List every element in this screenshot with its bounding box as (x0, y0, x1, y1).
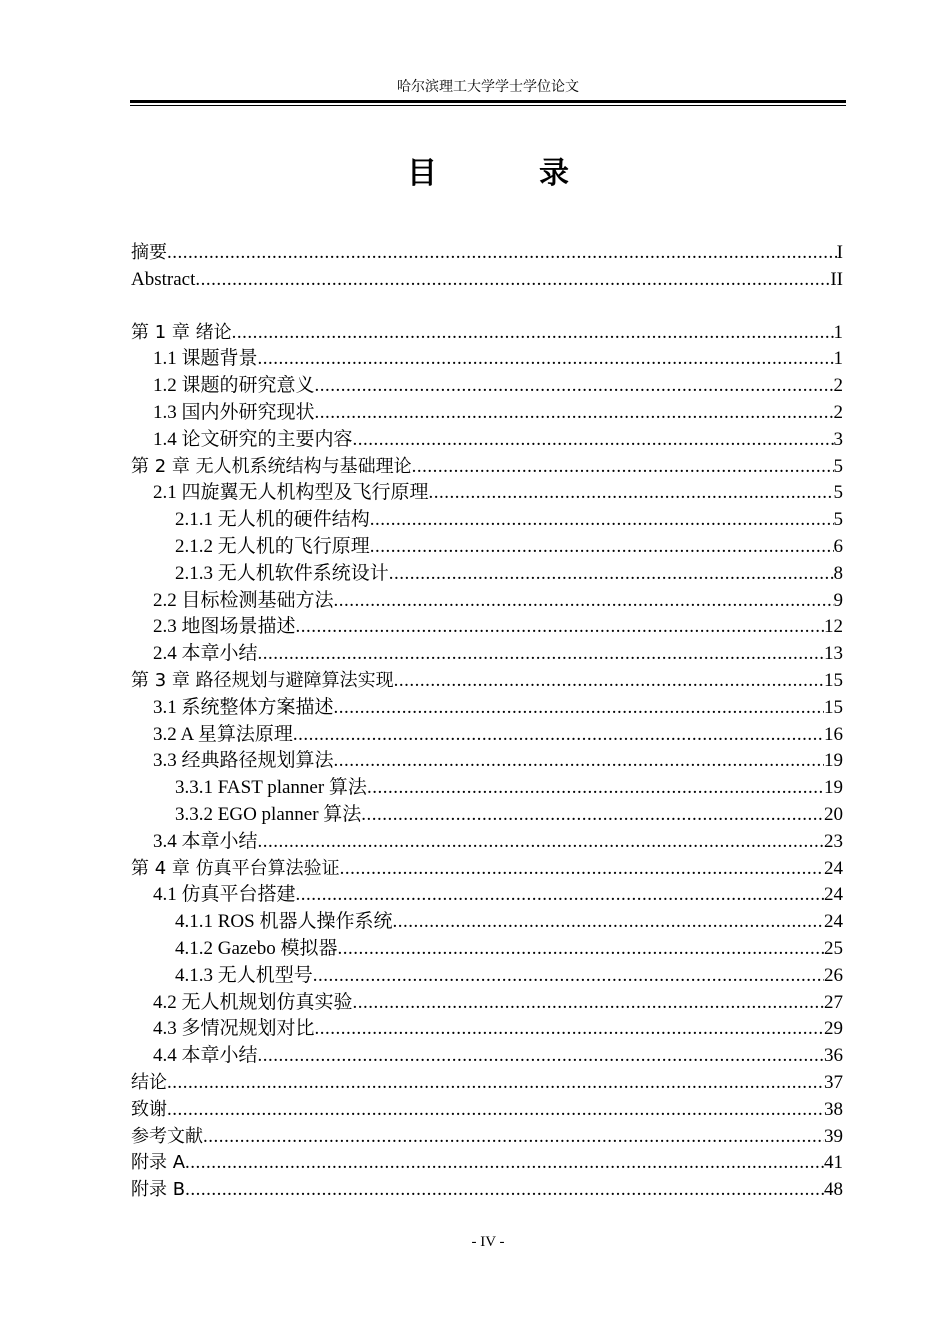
toc-leader-dots (392, 909, 824, 936)
toc-entry-label: 2.3 地图场景描述 (153, 616, 296, 638)
toc-leader-dots (338, 936, 824, 963)
toc-entry[interactable] (131, 1070, 843, 1097)
toc-leader-dots (203, 1124, 824, 1151)
toc-entry-label: 参考文献 (131, 1125, 203, 1147)
toc-entry-page: 8 (833, 562, 843, 584)
page-number: - IV - (471, 1234, 505, 1250)
toc-entry[interactable] (131, 882, 843, 909)
toc-entry-label: 第 4 章 仿真平台算法验证 (131, 857, 340, 879)
toc-entry[interactable] (131, 802, 843, 829)
toc-entry-label: 摘要 (131, 242, 167, 263)
toc-leader-dots (367, 775, 824, 802)
toc-entry-page: 13 (824, 643, 843, 665)
toc-leader-dots (296, 614, 824, 641)
toc-leader-dots (167, 1097, 824, 1124)
toc-entry-page: 5 (833, 455, 843, 477)
toc-entry[interactable] (131, 320, 843, 347)
toc-leader-dots (315, 1016, 824, 1043)
toc-entry[interactable] (131, 373, 843, 400)
toc-entry-page: 24 (824, 857, 843, 879)
toc-entry-page: 2 (833, 375, 843, 397)
toc-entry[interactable] (131, 480, 843, 507)
toc-entry-label: 2.2 目标检测基础方法 (153, 589, 334, 611)
toc-leader-dots (429, 480, 834, 507)
toc-entry-label: 3.3.2 EGO planner 算法 (175, 803, 362, 825)
toc-entry-label: 2.1.1 无人机的硬件结构 (175, 509, 370, 531)
toc-leader-dots (313, 963, 824, 990)
toc-entry[interactable] (131, 1043, 843, 1070)
toc-entry-page: 19 (824, 750, 843, 772)
toc-entry-label: 1.4 论文研究的主要内容 (153, 428, 353, 450)
toc-entry-label: 4.1.3 无人机型号 (175, 964, 313, 986)
toc-leader-dots (340, 856, 824, 883)
toc-entry-label: 4.4 本章小结 (153, 1045, 258, 1067)
toc-entry[interactable] (131, 1177, 843, 1204)
toc-entry-label: 4.1.1 ROS 机器人操作系统 (175, 911, 393, 933)
toc-entry-label: 第 2 章 无人机系统结构与基础理论 (131, 455, 412, 477)
toc-entry-page: 48 (824, 1179, 843, 1201)
toc-entry-page: 15 (824, 669, 843, 691)
toc-leader-dots (232, 320, 834, 347)
toc-leader-dots (353, 990, 824, 1017)
toc-entry-page: 5 (833, 509, 843, 531)
toc-entry-page: 25 (824, 937, 843, 959)
header-rule-thin (130, 105, 846, 106)
toc-entry-label: 2.4 本章小结 (153, 643, 258, 665)
toc-leader-dots (258, 346, 834, 373)
toc-entry[interactable] (131, 507, 843, 534)
toc-leader-dots (370, 507, 834, 534)
toc-entry[interactable] (131, 588, 843, 615)
toc-entry-page: II (830, 268, 843, 290)
toc-entry[interactable] (131, 775, 843, 802)
toc-entry-page: 41 (824, 1152, 843, 1174)
toc-entry-page: 2 (833, 401, 843, 423)
toc-entry-label: 附录 A (131, 1152, 186, 1174)
toc-entry-page: 29 (824, 1018, 843, 1040)
toc-entry-page: 16 (824, 723, 843, 745)
toc-entry[interactable] (131, 1097, 843, 1124)
toc-entry-page: I (836, 242, 843, 263)
toc-entry-label: 致谢 (131, 1098, 167, 1120)
toc-entry-label: 附录 B (131, 1179, 186, 1201)
toc-title: 目 录 (407, 156, 605, 191)
toc-leader-dots (167, 1070, 824, 1097)
toc-entry-page: 39 (824, 1125, 843, 1147)
toc-entry-page: 3 (833, 428, 843, 450)
toc-entry[interactable] (131, 427, 843, 454)
toc-entry[interactable] (131, 1124, 843, 1151)
toc-entry-page: 20 (824, 803, 843, 825)
toc-entry[interactable] (131, 909, 843, 936)
toc-leader-dots (258, 641, 824, 668)
toc-entry-label: Abstract (131, 268, 196, 290)
toc-entry-label: 1.3 国内外研究现状 (153, 401, 315, 423)
toc-leader-dots (370, 534, 834, 561)
toc-entry[interactable] (131, 829, 843, 856)
running-header: 哈尔滨理工大学学士学位论文 (397, 80, 579, 95)
toc-leader-dots (334, 695, 824, 722)
toc-entry-label: 第 3 章 路径规划与避障算法实现 (131, 669, 394, 691)
toc-entry[interactable] (131, 240, 843, 267)
header-rule-thick (130, 100, 846, 103)
toc-entry[interactable] (131, 695, 843, 722)
toc-entry[interactable] (131, 400, 843, 427)
toc-leader-dots (258, 829, 824, 856)
toc-entry-label: 3.3 经典路径规划算法 (153, 750, 334, 772)
toc-leader-dots (296, 882, 824, 909)
toc-leader-dots (167, 240, 837, 267)
toc-entry-page: 24 (824, 884, 843, 906)
toc-entry[interactable] (131, 1016, 843, 1043)
toc-entry-label: 3.4 本章小结 (153, 830, 258, 852)
toc-entry-page: 19 (824, 777, 843, 799)
toc-entry-label: 1.2 课题的研究意义 (153, 375, 315, 397)
toc-entry-page: 27 (824, 991, 843, 1013)
toc-leader-dots (412, 454, 834, 481)
toc-entry[interactable] (131, 454, 843, 481)
toc-entry-label: 3.2 A 星算法原理 (153, 723, 293, 745)
toc-entry-label: 第 1 章 绪论 (131, 321, 232, 343)
toc-leader-dots (334, 588, 834, 615)
toc-entry-page: 1 (833, 348, 843, 370)
toc-entry-label: 4.2 无人机规划仿真实验 (153, 991, 353, 1013)
toc-entry-label: 2.1.2 无人机的飞行原理 (175, 535, 370, 557)
toc-leader-dots (315, 373, 834, 400)
toc-entry-label: 3.3.1 FAST planner 算法 (175, 777, 367, 799)
toc-entry-page: 9 (833, 589, 843, 611)
toc-leader-dots (185, 1150, 824, 1177)
toc-entry[interactable] (131, 561, 843, 588)
toc-entry-page: 12 (824, 616, 843, 638)
toc-entry-label: 2.1 四旋翼无人机构型及飞行原理 (153, 482, 429, 504)
toc-entry-label: 4.1 仿真平台搭建 (153, 884, 296, 906)
toc-entry-page: 36 (824, 1045, 843, 1067)
toc-leader-dots (361, 802, 824, 829)
toc-leader-dots (195, 267, 830, 294)
toc-entry-label: 2.1.3 无人机软件系统设计 (175, 562, 389, 584)
toc-entry[interactable] (131, 534, 843, 561)
toc-entry-page: 1 (833, 321, 843, 343)
toc-entry[interactable] (131, 936, 843, 963)
toc-entry[interactable] (131, 614, 843, 641)
toc-entry[interactable] (131, 668, 843, 695)
toc-leader-dots (185, 1177, 824, 1204)
toc-leader-dots (394, 668, 824, 695)
toc-entry[interactable] (131, 963, 843, 990)
toc-entry-page: 38 (824, 1098, 843, 1120)
toc-entry[interactable] (131, 748, 843, 775)
toc-leader-dots (389, 561, 834, 588)
toc-entry-page: 24 (824, 911, 843, 933)
toc-entry[interactable] (131, 1150, 843, 1177)
toc-leader-dots (293, 722, 824, 749)
toc-entry-label: 结论 (131, 1071, 167, 1093)
toc-leader-dots (334, 748, 824, 775)
toc-leader-dots (315, 400, 834, 427)
toc-entry[interactable] (131, 722, 843, 749)
toc-entry[interactable] (131, 990, 843, 1017)
toc-entry-page: 6 (833, 535, 843, 557)
toc-entry-page: 26 (824, 964, 843, 986)
toc-entry[interactable] (131, 346, 843, 373)
toc-entry-label: 1.1 课题背景 (153, 348, 258, 370)
toc-leader-dots (258, 1043, 824, 1070)
toc-entry[interactable] (131, 267, 843, 294)
toc-entry-page: 37 (824, 1071, 843, 1093)
toc-entry-label: 4.1.2 Gazebo 模拟器 (175, 937, 338, 959)
toc-entry[interactable] (131, 641, 843, 668)
table-of-contents (131, 240, 843, 1204)
toc-entry-label: 3.1 系统整体方案描述 (153, 696, 334, 718)
toc-entry-label: 4.3 多情况规划对比 (153, 1018, 315, 1040)
toc-leader-dots (353, 427, 834, 454)
toc-entry-page: 5 (833, 482, 843, 504)
toc-entry[interactable] (131, 856, 843, 883)
toc-entry-page: 15 (824, 696, 843, 718)
toc-entry-page: 23 (824, 830, 843, 852)
